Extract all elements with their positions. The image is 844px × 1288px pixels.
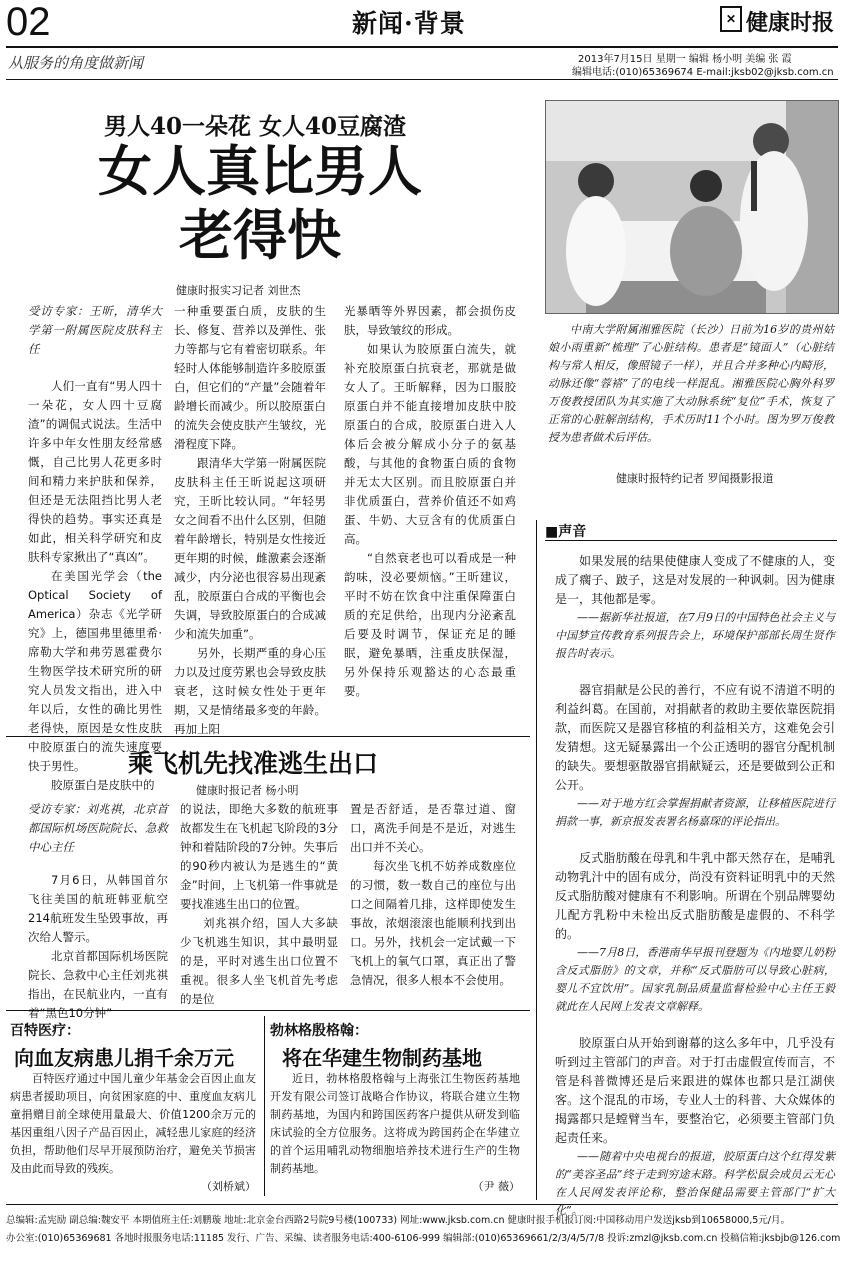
brief-text: 百特医疗通过中国儿童少年基金会百因止血友病患者援助项目，向贫困家庭的中、重度血友病儿童捐赠目前全球使用量最大、价值1200余万元的基因重组八因子产品百因止，减轻患儿家庭的经济负担，帮助他们尽早开展预防治疗，避免关节损害及由此而导致的残疾。	[10, 1072, 256, 1175]
story-divider	[6, 736, 530, 737]
brief-body	[270, 1070, 520, 1196]
contact-line: 编辑电话:(010)65369674 E-mail:jksb02@jksb.com.cn	[572, 67, 834, 78]
second-paragraph: 刘兆祺介绍，国人大多缺少飞机逃生知识，其中最明显的是，平时对逃生出口位置不重视。很多人坐飞机首先考虑的是位	[180, 916, 338, 1006]
brief-label: 百特医疗：	[10, 1023, 80, 1039]
second-byline: 健康时报记者 杨小明	[196, 784, 299, 797]
photo-caption	[548, 321, 834, 447]
lead-headline	[20, 140, 500, 268]
second-paragraph: 7月6日，从韩国首尔飞往美国的航班韩亚航空214航班发生坠毁事故，再次给人警示。	[28, 873, 168, 944]
lead-paragraph: 跟清华大学第一附属医院皮肤科主任王昕说起这项研究，王昕比较认同。“年轻男女之间看不出什么区别，但随着年龄增长，特别是女性接近更年期的时候，雌激素会逐渐减少，内分泌也很容易出现紊乱，胶原蛋白合成的平衡也会失调，导致胶原蛋白的合成减少和流失加重”。	[174, 456, 326, 641]
footer-line-1: 总编辑:孟宪励 副总编:魏安平 本期值班主任:刘鹏璇 地址:北京金台西路2号院9号楼(100733) 网址:www.jksb.com.cn 健康时报手机报订阅:中国移动用户发送jksb到10658000,5元/月。	[6, 1215, 790, 1226]
voice-quote: 反式脂肪酸在母乳和牛乳中都天然存在，是哺乳动物乳汁中的固有成分，尚没有资料证明乳中的天然反式脂肪酸对健康有不利影响。所谓在个别品牌婴幼儿配方乳粉中未检出反式脂肪酸是虚假的、不科学的。	[555, 851, 835, 941]
lead-headline-line2: 老得快	[179, 204, 341, 267]
voice-source: ——7月8日，香港南华早报刊登题为《内地婴儿奶粉含反式脂肪》的文章，并称“反式脂肪可以导致心脏病，婴儿不宜饮用”。国家乳制品质量监督检验中心主任王毅就此在人民网上发表文章解释。	[555, 946, 835, 1013]
lead-paragraph: 一种重要蛋白质，皮肤的生长、修复、营养以及弹性、张力等都与它有着密切联系。年轻时人体能够制造许多胶原蛋白，但它们的“产量”会随着年龄增长而减少。所以胶原蛋白的流失会使皮肤产生皱纹，光滑程度下降。	[174, 304, 326, 451]
news-photo	[545, 100, 839, 314]
voice-heading-rule	[545, 540, 837, 541]
lead-paragraph: “自然衰老也可以看成是一种韵味，没必要烦恼。”王昕建议，平时不妨在饮食中注重保障蛋白质的充足供给，出现内分泌紊乱后要及时调节，保证充足的睡眠，避免暴晒，注重皮肤保湿，另外保持乐观豁达的心态最重要。	[344, 551, 516, 698]
brief-label: 勃林格殷格翰：	[270, 1023, 368, 1039]
lead-headline-line1: 女人真比男人	[98, 140, 422, 203]
second-column-2	[180, 800, 338, 1009]
voice-quote: 如果发展的结果使健康人变成了不健康的人，变成了瘸子、跛子，这是对发展的一种讽刺。因为健康是一，其他都是零。	[555, 554, 835, 606]
voice-source: ——随着中央电视台的报道，胶原蛋白这个红得发紫的“美容圣品”终于走到穷途末路。科学松鼠会成员云无心在人民网发表评论称，整治保健品需要主管部门“扩大化”。	[555, 1150, 835, 1217]
brief-body	[10, 1070, 256, 1196]
second-paragraph: 北京首都国际机场医院院长、急救中心主任刘兆祺指出，在民航业内，一直有着“黑色10分钟”	[28, 949, 168, 1020]
brief-title: 将在华建生物制药基地	[282, 1046, 482, 1070]
lead-paragraph: 人们一直有“男人四十一朵花，女人四十豆腐渣”的调侃式说法。生活中许多中年女性朋友经常感慨，自己比男人花更多时间和精力来护肤和保养，但还是无法阻挡比男人老得快的趋势。事实还真是如此，相关科学研究和皮肤科专家揪出了“真凶”。	[28, 379, 162, 564]
masthead-bottom-rule	[6, 79, 838, 80]
newspaper-logo	[720, 6, 834, 37]
date-editor-line: 2013年7月15日 星期一 编辑 杨小明 美编 张 霞	[578, 54, 792, 65]
voice-quote: 胶原蛋白从开始到谢幕的这么多年中，几乎没有听到过主管部门的声音。对于打击虚假宣传而言，不管是科普微博还是后来跟进的媒体也都只是江湖侠客。这个混乱的市场，专业人士的科普、大众媒体的揭露都只是螳臂当车，要整治它，必须要主管部门负起责任来。	[555, 1036, 835, 1145]
lead-column-1	[28, 302, 162, 795]
voice-column	[555, 552, 835, 1220]
lead-kicker: 男人40一朵花 女人40豆腐渣	[104, 113, 407, 140]
photo-caption-text: 中南大学附属湘雅医院（长沙）日前为16岁的贵州姑娘小雨重新“梳理”了心脏结构。患者是“镜面人”（心脏结构与常人相反，像照镜子一样），并且合并多种心内畸形，动脉还像“蓉褡”了的电线一样混乱。湘雅医院心胸外科罗万俊教授团队为其实施了大动脉系统“复位”手术，恢复了正常的心脏解剖结构，手术历时11个小时。图为罗万俊教授为患者做术后评估。	[548, 323, 834, 444]
lead-paragraph: 如果认为胶原蛋白流失，就补充胶原蛋白抗衰老，那就是做女人了。王昕解释，因为口服胶原蛋白并不能直接增加皮肤中胶原蛋白的合成，胶原蛋白进入人体后会被分解成小分子的氨基酸，与其他的食物蛋白质的食物并无太大区别。而且胶原蛋白并非优质蛋白，营养价值还不如鸡蛋、牛奶、大豆含有的优质蛋白高。	[344, 342, 516, 546]
brief-title: 向血友病患儿捐千余万元	[14, 1046, 234, 1070]
lead-paragraph: 胶原蛋白是皮肤中的	[51, 778, 155, 792]
second-paragraph: 每次坐飞机不妨养成数座位的习惯，数一数自己的座位与出口之间隔着几排，这样即使发生事故，浓烟滚滚也能顺利找到出口。另外，找机会一定试戴一下飞机上的氧气口罩，真正出了警急情况，很多人根本不会使用。	[350, 859, 516, 987]
logo-text: 健康时报	[746, 10, 835, 36]
lead-column-2	[174, 302, 326, 739]
briefs-column-divider	[264, 1016, 265, 1196]
lead-paragraph: 光暴晒等外界因素，都会损伤皮肤，导致皱纹的形成。	[344, 304, 516, 337]
hospital-scene-photo-icon	[546, 101, 838, 313]
second-headline: 乘飞机先找准逃生出口	[128, 749, 379, 778]
lead-paragraph: 另外，长期严重的身心压力以及过度劳累也会导致皮肤衰老，这时候女性处于更年期，又是情绪最多变的年龄。再加上阳	[174, 646, 326, 736]
voice-heading: ■声音	[545, 524, 587, 540]
slogan: 从服务的角度做新闻	[8, 54, 144, 72]
second-column-1	[28, 800, 168, 1023]
brief-author: （刘桥斌）	[201, 1180, 256, 1193]
second-paragraph: 的说法，即绝大多数的航班事故都发生在飞机起飞阶段的3分钟和着陆阶段的7分钟。失事后的90秒内被认为是逃生的“黄金”时间，上飞机第一件事就是要找准逃生出口的位置。	[180, 802, 338, 911]
second-expert: 受访专家：刘兆祺，北京首都国际机场医院院长、急救中心主任	[28, 802, 168, 854]
voice-source: ——对于地方红会掌握捐献者资源，让移植医院进行捐款一事，新京报发表署名杨嘉琛的评论指出。	[555, 797, 835, 828]
second-paragraph: 置是否舒适，是否靠过道、窗口，离洗手间是不是近，对逃生出口并不关心。	[350, 802, 516, 854]
voice-source: ——据新华社报道，在7月9日的中国特色社会主义与中国梦宣传教育系列报告会上，环境保护部部长周生贤作报告时表示。	[555, 611, 835, 660]
masthead-rule	[6, 46, 838, 48]
lead-column-3	[344, 302, 516, 701]
second-column-3	[350, 800, 516, 990]
lead-byline: 健康时报实习记者 刘世杰	[176, 284, 301, 297]
lead-expert: 受访专家：王昕，清华大学第一附属医院皮肤科主任	[28, 304, 162, 356]
footer-line-2: 办公室:(010)65369681 各地时报服务电话:11185 发行、广告、采编、读者服务电话:400-6106-999 编辑部:(010)65369661/2/3/4/5/7/8 投诉:zmzl@jksb.com.cn 投稿信箱:jksbjb@126.com	[6, 1233, 841, 1244]
brief-author: （尹 薇）	[472, 1180, 520, 1193]
brief-text: 近日，勃林格殷格翰与上海张江生物医药基地开发有限公司签订战略合作协议，将联合建立生物制药基地，为国内和跨国医药客户提供从研发到临床试验的全方位服务。这将成为跨国药企在华建立的首个运用哺乳动物细胞培养技术进行生产的生物制药基地。	[270, 1072, 520, 1175]
voice-quote: 器官捐献是公民的善行，不应有说不清道不明的利益纠葛。在国前，对捐献者的救助主要依靠医院捐款，而医院又是器官移植的利益相关方，这难免会引发猜想。这无疑暴露出一个公正透明的器官分配机制的缺失。要想驱散器官捐献疑云，还是要做到公正和公开。	[555, 683, 835, 792]
photo-credit: 健康时报特约记者 罗闻摄影报道	[616, 472, 774, 485]
lead-paragraph: 在美国光学会（the Optical Society of America）杂志《光学研究》上，德国弗里德里希·席勒大学和弗劳恩霍费尔生物医学技术研究所的研究人员发文指出，进入中年以后，女性的确比男性老得快，原因是女性皮肤中胶原蛋白的流失速度要快于男性。	[28, 569, 162, 773]
section-title: 新闻·背景	[352, 9, 466, 38]
logo-mark-icon: ✕	[720, 6, 742, 32]
column-divider	[536, 520, 537, 1200]
page-number: 02	[6, 0, 51, 44]
